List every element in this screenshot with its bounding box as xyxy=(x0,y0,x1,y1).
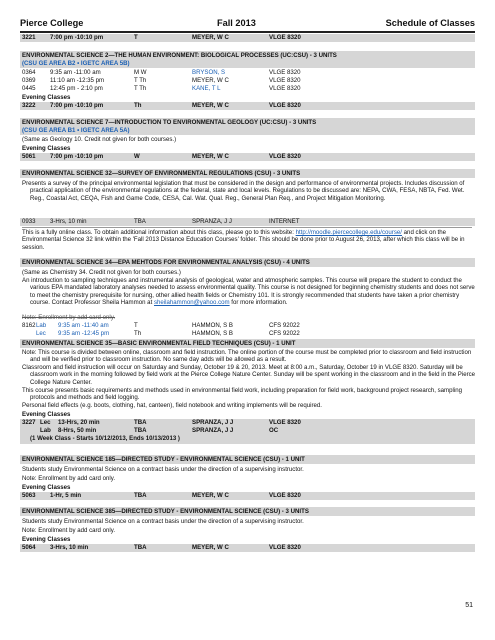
course-note: Note: Enrollment by add card only. xyxy=(22,527,116,534)
course-note: (Same as Geology 10. Credit not given for both courses.) xyxy=(22,136,177,143)
course-description: Presents a survey of the principal environmental legislation that must be considered in the design and performance of environmental projects. Includes discussion of practical application of the environmental regulations at the federal, state and local levels. Regulations to be discussed are: NEPA, CWA, FESA, NBTA, Fed. Wet. Reg., Coastal Act, CEQA, Fish and Game Code, CESA, Cal. Wat. Qual. Reg., General Plan Req., and Project Mitigation Monitoring. xyxy=(22,180,465,202)
page-number: 51 xyxy=(465,602,473,609)
ge-area: (CSU GE AREA B1 • IGETC AREA 5A) xyxy=(22,127,130,134)
course-note: Note: Enrollment by add card only. xyxy=(22,475,116,482)
ge-area: (CSU GE AREA B2 • IGETC AREA 5B) xyxy=(22,60,130,67)
course-description: Students study Environmental Science on a contract basis under the direction of a supervising instructor. xyxy=(22,518,304,525)
course-title: ENVIRONMENTAL SCIENCE 35—BASIC ENVIRONMENTAL FIELD TECHNIQUES (CSU) - 1 UNIT xyxy=(22,340,296,347)
moodle-link[interactable]: http://moodle.piercecollege.edu/course/ xyxy=(295,229,402,236)
course-note: Note: This course is divided between online, classroom and field instruction. The online portion of the course must be completed prior to classroom and field instruction and will be verified prior to classroom instruction. No same day adds will be allowed as a result. xyxy=(22,349,472,364)
course-note: Classroom and field instruction will occur on Saturday and Sunday, October 19 & 20, 2013. Meet at 8:00 a.m., Saturday, October 19 in VLGE 8320. Saturday will be classroom work in the morning followed by field work at the Pierce College Nature Center. Sunday will be spent working in the classroom and in the field in the Pierce College Nature Center. xyxy=(22,364,476,386)
enrollment-note: Note: Enrollment by add card only. xyxy=(22,314,116,321)
course-title: ENVIRONMENTAL SCIENCE 185—DIRECTED STUDY - ENVIRONMENTAL SCIENCE (CSU) - 1 UNIT xyxy=(22,456,305,463)
evening-label: Evening Classes xyxy=(22,536,71,543)
course-description: This course presents basic requirements and methods used in environmental field work, including preparation for field work, background project research, sampling protocols and methods and field logging. xyxy=(22,387,462,402)
course-title: ENVIRONMENTAL SCIENCE 2—THE HUMAN ENVIRONMENT: BIOLOGICAL PROCESSES (UC:CSU) - 3 UNITS xyxy=(22,52,337,59)
course-note: (Same as Chemistry 34. Credit not given for both courses.) xyxy=(22,269,181,276)
header-rule xyxy=(20,31,475,33)
online-notice: This is a fully online class. To obtain additional information about this class, please go to this website: http://moodle.piercecollege.edu/course/ and click on the Environmental Science 32 link within the 'Fall 2013 Distance Education Courses' folder. This should be done prior to August 26, 2013, after which this class will be in session. xyxy=(22,227,472,251)
evening-label: Evening Classes xyxy=(22,145,71,152)
page-header xyxy=(20,18,475,29)
college-name: Pierce College xyxy=(20,18,84,28)
term-label: Fall 2013 xyxy=(217,18,256,28)
class-dates: (1 Week Class - Starts 10/12/2013, Ends 10/13/2013 ) xyxy=(30,435,180,442)
course-title: ENVIRONMENTAL SCIENCE 7—INTRODUCTION TO ENVIRONMENTAL GEOLOGY (UC:CSU) - 3 UNITS xyxy=(22,119,317,126)
section-highlight xyxy=(20,218,475,226)
course-title: ENVIRONMENTAL SCIENCE 34—EPA MEHTODS FOR ENVIRONMENTAL ANALYSIS (CSU) - 4 UNITS xyxy=(22,259,310,266)
evening-label: Evening Classes xyxy=(22,411,71,418)
evening-label: Evening Classes xyxy=(22,94,71,101)
course-title: ENVIRONMENTAL SCIENCE 385—DIRECTED STUDY - ENVIRONMENTAL SCIENCE (CSU) - 3 UNITS xyxy=(22,508,309,515)
email-link[interactable]: sheilahammon@yahoo.com xyxy=(153,298,230,306)
course-title: ENVIRONMENTAL SCIENCE 32—SURVEY OF ENVIRONMENTAL REGULATIONS (CSU) - 3 UNITS xyxy=(22,170,301,177)
schedule-title: Schedule of Classes xyxy=(385,18,475,28)
evening-label: Evening Classes xyxy=(22,484,71,491)
course-description: An introduction to sampling techniques and instrumental analysis of geological, water and atmospheric samples. This course will prepare the student to conduct the various EPA mandated laboratory analyses needed to assess environmental quality. This course is not designed for beginning chemistry students and does not serve to meet the chemistry prerequisite for nursing, other allied health fields or Chemistry 101. It is strongly recommended that students have taken a prior chemistry course. Contact Professor Sheila Hammon at sheilahammon@yahoo.com for more information. xyxy=(22,277,475,306)
course-description: Students study Environmental Science on a contract basis under the direction of a supervising instructor. xyxy=(22,466,304,473)
course-note: Personal field effects (e.g. boots, clothing, hat, canteen), field notebook and writing implements will be required. xyxy=(22,402,323,409)
section-highlight xyxy=(20,492,475,500)
